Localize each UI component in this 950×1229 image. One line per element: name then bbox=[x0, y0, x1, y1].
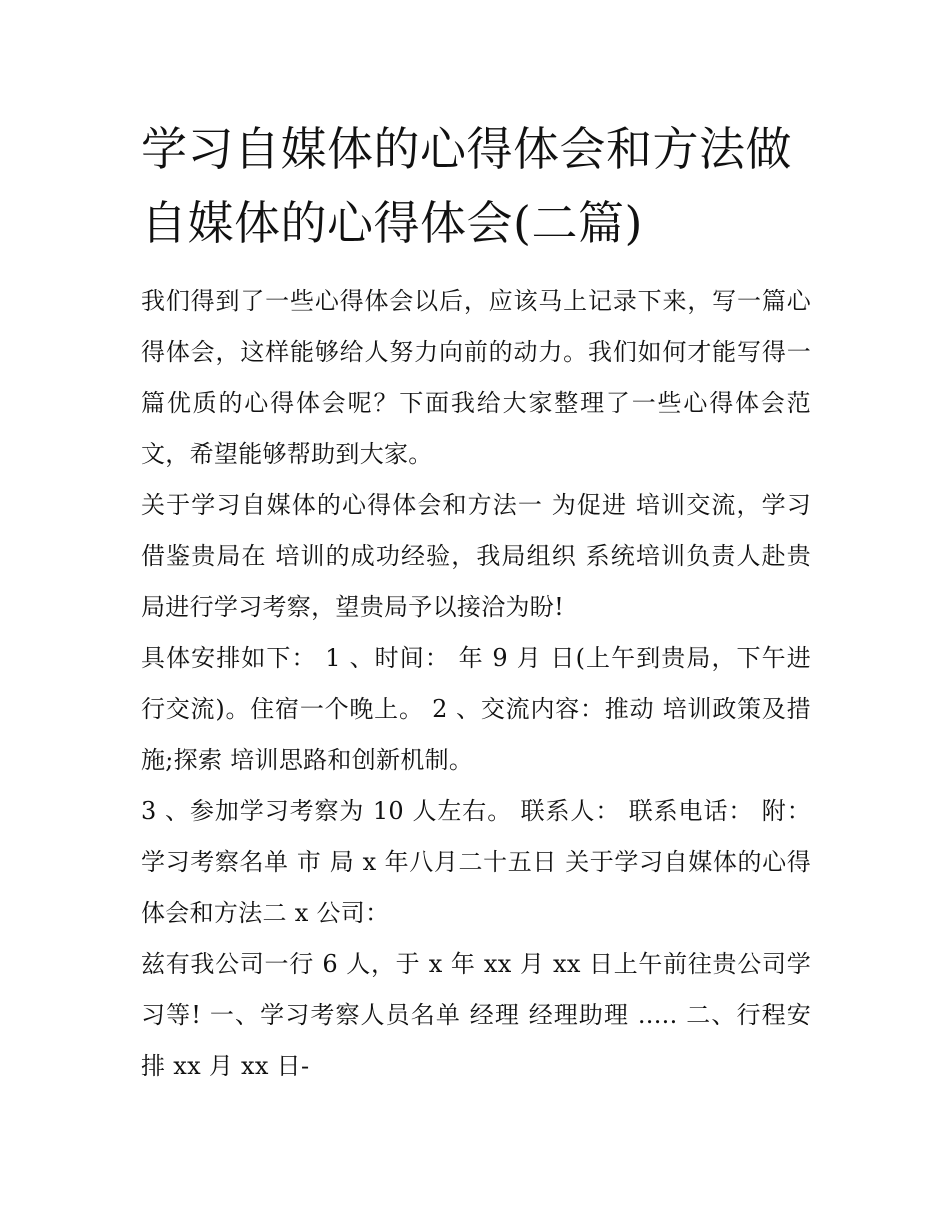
paragraph-visit-letter: 兹有我公司一行 6 人，于 x 年 xx 月 xx 日上午前往贵公司学习等! 一、学习考察人员名单 经理 经理助理 ..... 二、行程安排 xx 月 xx 日- bbox=[141, 950, 811, 1080]
paragraph-method-one: 关于学习自媒体的心得体会和方法一 为促进 培训交流，学习借鉴贵局在 培训的成功经验，我局组织 系统培训负责人赴贵局进行学习考察，望贵局予以接洽为盼! bbox=[141, 491, 811, 621]
paragraph-intro: 我们得到了一些心得体会以后，应该马上记录下来，写一篇心得体会，这样能够给人努力向前的动力。我们如何才能写得一篇优质的心得体会呢？下面我给大家整理了一些心得体会范文，希望能够帮助到大家。 bbox=[141, 287, 811, 468]
document-body bbox=[141, 276, 811, 1092]
paragraph-schedule: 具体安排如下： 1 、时间： 年 9 月 日(上午到贵局，下午进行交流)。住宿一个晚上。 2 、交流内容：推动 培训政策及措施;探索 培训思路和创新机制。 bbox=[141, 644, 811, 774]
document-title: 学习自媒体的心得体会和方法做自媒体的心得体会(二篇) bbox=[141, 122, 792, 250]
paragraph-participants: 3 、参加学习考察为 10 人左右。 联系人： 联系电话： 附：学习考察名单 市 局 x 年八月二十五日 关于学习自媒体的心得体会和方法二 x 公司： bbox=[141, 797, 811, 927]
